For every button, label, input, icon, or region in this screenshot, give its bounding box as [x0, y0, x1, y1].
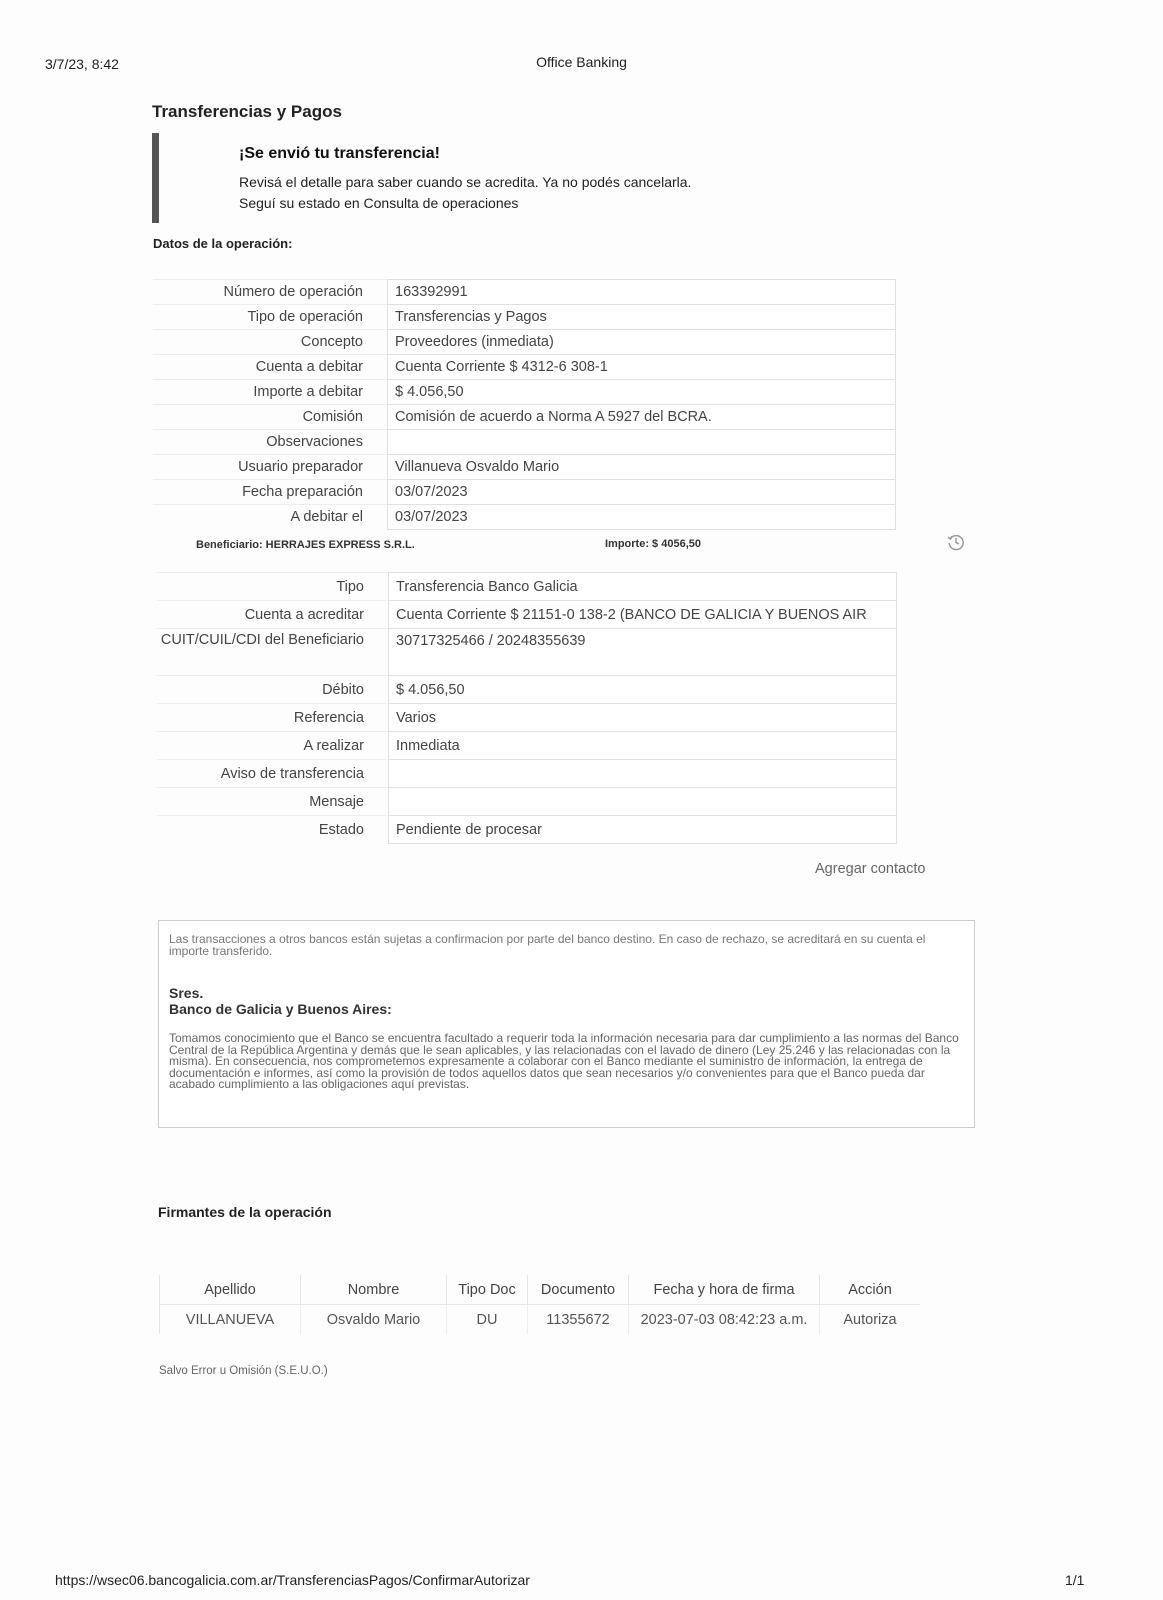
add-contact-link[interactable]: Agregar contacto — [815, 861, 926, 877]
operation-field-row — [153, 380, 896, 405]
beneficiary-field-row — [157, 704, 897, 732]
beneficiary-field-label: A realizar — [157, 732, 389, 760]
signers-cell: VILLANUEVA — [160, 1305, 301, 1335]
beneficiary-field-value: Varios — [389, 704, 897, 732]
beneficiary-field-value: Inmediata — [389, 732, 897, 760]
signers-column-header: Apellido — [160, 1275, 301, 1305]
history-icon[interactable] — [946, 532, 966, 552]
operation-field-value: $ 4.056,50 — [388, 380, 896, 405]
signers-cell: 11355672 — [528, 1305, 629, 1335]
operation-field-label: Número de operación — [153, 280, 388, 305]
operation-field-value: Comisión de acuerdo a Norma A 5927 del BCRA. — [388, 405, 896, 430]
beneficiary-field-row — [157, 629, 897, 676]
operation-field-value: 03/07/2023 — [388, 480, 896, 505]
notice-addressee — [169, 985, 392, 1017]
beneficiary-field-label: Tipo — [157, 573, 389, 601]
print-footer-page-number: 1/1 — [1065, 1572, 1085, 1588]
beneficiary-field-label: Aviso de transferencia — [157, 760, 389, 788]
beneficiary-field-value — [389, 760, 897, 788]
notice-sres: Sres. — [169, 985, 204, 1001]
operation-field-row — [153, 505, 896, 530]
operation-field-value: Proveedores (inmediata) — [388, 330, 896, 355]
notice-bank-name: Banco de Galicia y Buenos Aires: — [169, 1001, 392, 1017]
beneficiary-field-row — [157, 573, 897, 601]
print-page-title: Office Banking — [536, 54, 627, 70]
operation-field-row — [153, 405, 896, 430]
signers-column-header: Fecha y hora de firma — [629, 1275, 820, 1305]
signers-column-header: Tipo Doc — [447, 1275, 528, 1305]
signers-column-header: Acción — [820, 1275, 921, 1305]
beneficiary-field-row — [157, 788, 897, 816]
operation-field-row — [153, 330, 896, 355]
beneficiary-amount: Importe: $ 4056,50 — [605, 538, 701, 550]
beneficiary-field-value: Transferencia Banco Galicia — [389, 573, 897, 601]
operation-field-label: A debitar el — [153, 505, 388, 530]
beneficiary-field-value — [389, 788, 897, 816]
beneficiary-field-label: CUIT/CUIL/CDI del Beneficiario — [157, 629, 389, 676]
page-title: Transferencias y Pagos — [152, 102, 342, 121]
alert-title: ¡Se envió tu transferencia! — [239, 145, 440, 162]
beneficiary-field-row — [157, 732, 897, 760]
operation-field-value: 163392991 — [388, 280, 896, 305]
legal-notice — [158, 920, 975, 1128]
operation-field-row — [153, 455, 896, 480]
signers-cell: 2023-07-03 08:42:23 a.m. — [629, 1305, 820, 1335]
operation-field-label: Cuenta a debitar — [153, 355, 388, 380]
operation-field-label: Importe a debitar — [153, 380, 388, 405]
operation-field-value: Transferencias y Pagos — [388, 305, 896, 330]
beneficiary-field-value: Pendiente de procesar — [389, 816, 897, 844]
alert-message: Revisá el detalle para saber cuando se acredita. Ya no podés cancelarla. — [239, 174, 692, 190]
operation-field-label: Fecha preparación — [153, 480, 388, 505]
signers-cell: DU — [447, 1305, 528, 1335]
operation-section-label: Datos de la operación: — [153, 236, 293, 251]
operation-field-value: 03/07/2023 — [388, 505, 896, 530]
operation-field-label: Concepto — [153, 330, 388, 355]
operation-field-row — [153, 355, 896, 380]
operation-field-label: Observaciones — [153, 430, 388, 455]
signers-column-header: Documento — [528, 1275, 629, 1305]
beneficiary-name: Beneficiario: HERRAJES EXPRESS S.R.L. — [196, 539, 415, 551]
notice-rejection-text: Las transacciones a otros bancos están sujetas a confirmacion por parte del banco destino. En caso de rechazo, se acreditará en su cuenta el importe transferido. — [169, 932, 926, 958]
beneficiary-field-label: Mensaje — [157, 788, 389, 816]
print-footer-url: https://wsec06.bancogalicia.com.ar/TransferenciasPagos/ConfirmarAutorizar — [55, 1572, 530, 1588]
signers-column-header: Nombre — [301, 1275, 447, 1305]
beneficiary-field-row — [157, 676, 897, 704]
beneficiary-field-value: $ 4.056,50 — [389, 676, 897, 704]
table-row — [160, 1305, 921, 1335]
beneficiary-details-table — [157, 572, 897, 844]
operation-field-value: Cuenta Corriente $ 4312-6 308-1 — [388, 355, 896, 380]
operation-field-row — [153, 430, 896, 455]
operation-field-row — [153, 305, 896, 330]
signers-section-label: Firmantes de la operación — [158, 1204, 332, 1220]
beneficiary-field-label: Cuenta a acreditar — [157, 601, 389, 629]
beneficiary-field-row — [157, 816, 897, 844]
beneficiary-field-label: Estado — [157, 816, 389, 844]
print-date-time: 3/7/23, 8:42 — [45, 56, 119, 72]
beneficiary-field-row — [157, 760, 897, 788]
signers-cell: Osvaldo Mario — [301, 1305, 447, 1335]
operation-field-row — [153, 280, 896, 305]
alert-status-hint: Seguí su estado en Consulta de operaciones — [239, 195, 519, 211]
beneficiary-field-label: Débito — [157, 676, 389, 704]
operation-field-value: Villanueva Osvaldo Mario — [388, 455, 896, 480]
notice-body-text: Tomamos conocimiento que el Banco se encuentra facultado a requerir toda la información necesaria para dar cumplimiento a las normas del Banco Central de la República Argentina y demás que le sean aplicables, y las relacionadas con el lavado de dinero (Ley 25.246 y las relacionadas con la misma). En consecuencia, nos comprometemos expresamente a colaborar con el Banco mediante el suministro de información, la entrega de documentación e informes, así como la provisión de todos aquellos datos que sean necesarios y/o convenientes para que el Banco pueda dar acabado cumplimiento a las obligaciones aquí previstas. — [169, 1031, 959, 1091]
disclaimer: Salvo Error u Omisión (S.E.U.O.) — [159, 1365, 328, 1377]
beneficiary-field-label: Referencia — [157, 704, 389, 732]
beneficiary-field-value: Cuenta Corriente $ 21151-0 138-2 (BANCO DE GALICIA Y BUENOS AIR — [389, 601, 897, 629]
operation-details-table — [153, 279, 896, 530]
signers-cell: Autoriza — [843, 1311, 897, 1328]
beneficiary-field-value: 30717325466 / 20248355639 — [389, 629, 897, 676]
beneficiary-field-row — [157, 601, 897, 629]
operation-field-row — [153, 480, 896, 505]
signers-table — [159, 1275, 920, 1334]
operation-field-value — [388, 430, 896, 455]
operation-field-label: Tipo de operación — [153, 305, 388, 330]
operation-field-label: Usuario preparador — [153, 455, 388, 480]
success-alert — [152, 133, 779, 223]
operation-field-label: Comisión — [153, 405, 388, 430]
